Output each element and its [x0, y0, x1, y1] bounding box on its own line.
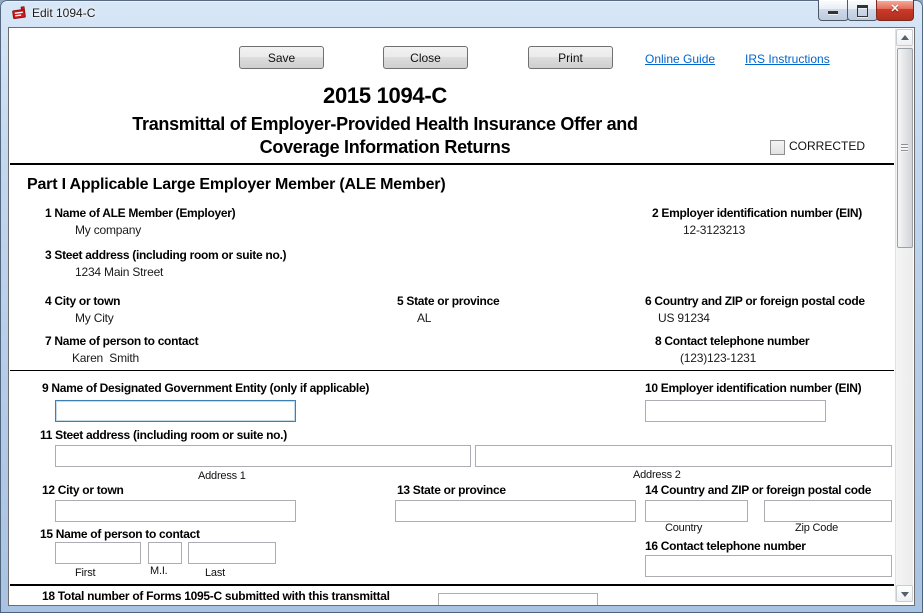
window-title: Edit 1094-C — [32, 6, 96, 20]
field11-address2-input[interactable] — [475, 445, 892, 467]
field9-label: 9 Name of Designated Government Entity (only if applicable) — [42, 381, 370, 395]
field8-label: 8 Contact telephone number — [655, 334, 810, 348]
scroll-up-icon — [901, 35, 909, 40]
irs-instructions-link[interactable]: IRS Instructions — [745, 52, 830, 66]
field11-address1-sublabel: Address 1 — [198, 470, 246, 482]
title-bar[interactable] — [0, 0, 923, 27]
field14-label: 14 Country and ZIP or foreign postal code — [645, 483, 872, 497]
maximize-icon — [857, 5, 868, 17]
form-subtitle-line2: Coverage Information Returns — [259, 137, 511, 157]
field18-input[interactable] — [438, 593, 598, 606]
form-client-area — [8, 27, 915, 606]
field4-value: My City — [75, 311, 114, 325]
close-icon: ✕ — [890, 3, 900, 15]
minimize-icon — [828, 11, 838, 14]
field16-input[interactable] — [645, 555, 892, 577]
field14-zip-sublabel: Zip Code — [795, 522, 839, 534]
save-button[interactable]: Save — [239, 46, 324, 69]
field9-input[interactable] — [55, 400, 296, 422]
part1-heading: Part I Applicable Large Employer Member (ALE Member) — [27, 176, 446, 193]
field1-label: 1 Name of ALE Member (Employer) — [45, 206, 236, 220]
corrected-label: CORRECTED — [789, 139, 866, 153]
field14-zip-input[interactable] — [764, 500, 892, 522]
field16-label: 16 Contact telephone number — [645, 539, 806, 553]
field18-label: 18 Total number of Forms 1095-C submitted with this transmittal — [42, 589, 390, 603]
section-divider-1 — [10, 370, 894, 371]
corrected-checkbox[interactable] — [770, 140, 785, 155]
field5-value: AL — [417, 311, 432, 325]
minimize-button[interactable] — [818, 0, 849, 21]
field7-value: Karen Smith — [72, 351, 139, 365]
field3-label: 3 Steet address (including room or suite no.) — [45, 248, 287, 262]
field15-last-input[interactable] — [188, 542, 276, 564]
scroll-up-button[interactable] — [896, 29, 913, 46]
field14-country-sublabel: Country — [665, 522, 703, 534]
field15-last-sublabel: Last — [205, 567, 225, 579]
field12-label: 12 City or town — [42, 483, 124, 497]
scroll-down-icon — [901, 592, 909, 597]
field13-input[interactable] — [395, 500, 636, 522]
field12-input[interactable] — [55, 500, 296, 522]
field1-value: My company — [75, 223, 142, 237]
app-icon — [11, 6, 27, 22]
form-subtitle-line1: Transmittal of Employer-Provided Health Insurance Offer and — [132, 114, 638, 134]
field11-address1-input[interactable] — [55, 445, 471, 467]
scroll-down-button[interactable] — [896, 585, 913, 602]
scrollbar-grip-icon — [901, 144, 908, 152]
field4-label: 4 City or town — [45, 294, 121, 308]
field6-label: 6 Country and ZIP or foreign postal code — [645, 294, 865, 308]
field15-label: 15 Name of person to contact — [40, 527, 200, 541]
header-divider — [10, 163, 894, 165]
field5-label: 5 State or province — [397, 294, 500, 308]
field15-mi-input[interactable] — [148, 542, 182, 564]
field8-value: (123)123-1231 — [680, 351, 757, 365]
maximize-button[interactable] — [847, 0, 878, 21]
field14-country-input[interactable] — [645, 500, 748, 522]
field11-address2-sublabel: Address 2 — [633, 469, 681, 481]
field3-value: 1234 Main Street — [75, 265, 164, 279]
field10-input[interactable] — [645, 400, 826, 422]
form-title: 2015 1094-C — [323, 83, 447, 108]
field6-value: US 91234 — [658, 311, 710, 325]
close-button[interactable] — [876, 0, 914, 21]
vertical-scrollbar[interactable] — [895, 29, 913, 602]
section-divider-2 — [10, 584, 894, 586]
field10-label: 10 Employer identification number (EIN) — [645, 381, 862, 395]
scrollbar-thumb[interactable] — [897, 48, 913, 248]
field15-first-input[interactable] — [55, 542, 141, 564]
field11-label: 11 Steet address (including room or suite no.) — [40, 428, 287, 442]
form-header — [10, 83, 760, 159]
field7-label: 7 Name of person to contact — [45, 334, 199, 348]
field2-label: 2 Employer identification number (EIN) — [652, 206, 862, 220]
form-subtitle — [10, 113, 760, 159]
close-form-button[interactable]: Close — [383, 46, 468, 69]
field13-label: 13 State or province — [397, 483, 506, 497]
print-button[interactable]: Print — [528, 46, 613, 69]
field15-mi-sublabel: M.I. — [150, 565, 168, 577]
field2-value: 12-3123213 — [683, 223, 746, 237]
field15-first-sublabel: First — [75, 567, 96, 579]
online-guide-link[interactable]: Online Guide — [645, 52, 716, 66]
